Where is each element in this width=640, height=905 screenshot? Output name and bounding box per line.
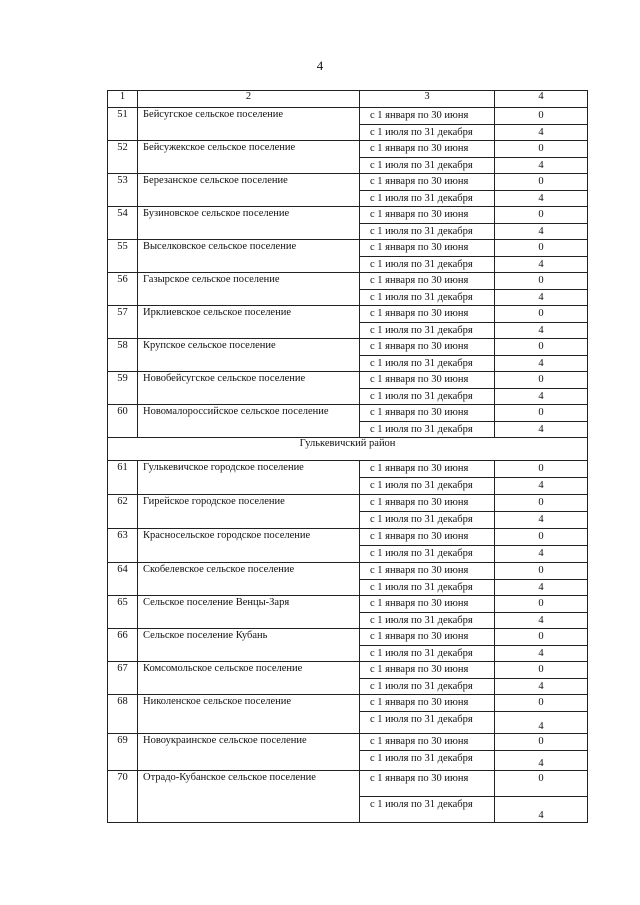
settlement-name: Березанское сельское поселение [138, 174, 360, 207]
period-first-half: с 1 января по 30 июня [360, 108, 495, 125]
period-first-half: с 1 января по 30 июня [360, 771, 495, 797]
settlements-table [107, 90, 588, 823]
value-second-half [495, 679, 588, 695]
table-row [108, 141, 588, 158]
settlement-name: Новоукраинское сельское поселение [138, 734, 360, 771]
period-second-half: с 1 июля по 31 декабря [360, 422, 495, 438]
value-second-half [495, 290, 588, 306]
settlement-name: Выселковское сельское поселение [138, 240, 360, 273]
period-first-half: с 1 января по 30 июня [360, 174, 495, 191]
header-cell-1: 1 [108, 91, 138, 108]
value-second-half-text: 4 [538, 681, 544, 692]
value-second-half [495, 512, 588, 529]
value-first-half [495, 695, 588, 712]
row-number: 62 [108, 495, 138, 529]
row-number: 70 [108, 771, 138, 823]
value-second-half [495, 356, 588, 372]
value-second-half [495, 646, 588, 662]
value-second-half [495, 125, 588, 141]
table-row [108, 629, 588, 646]
period-first-half: с 1 января по 30 июня [360, 273, 495, 290]
row-number: 63 [108, 529, 138, 563]
value-first-half-text: 0 [538, 736, 544, 747]
settlement-name: Бейсужекское сельское поселение [138, 141, 360, 174]
table-row [108, 461, 588, 478]
table-row [108, 529, 588, 546]
row-number: 58 [108, 339, 138, 372]
row-number: 56 [108, 273, 138, 306]
period-second-half: с 1 июля по 31 декабря [360, 797, 495, 823]
period-second-half: с 1 июля по 31 декабря [360, 546, 495, 563]
value-first-half-text: 0 [538, 565, 544, 576]
value-second-half-text: 4 [538, 514, 544, 525]
value-first-half [495, 495, 588, 512]
settlement-name: Отрадо-Кубанское сельское поселение [138, 771, 360, 823]
settlement-name: Сельское поселение Кубань [138, 629, 360, 662]
period-second-half: с 1 июля по 31 декабря [360, 125, 495, 141]
table-row [108, 372, 588, 389]
value-first-half [495, 405, 588, 422]
table-row [108, 207, 588, 224]
row-number: 68 [108, 695, 138, 734]
row-number: 59 [108, 372, 138, 405]
value-first-half-text: 0 [538, 176, 544, 187]
settlement-name: Гирейское городское поселение [138, 495, 360, 529]
value-second-half [495, 323, 588, 339]
table-row [108, 662, 588, 679]
value-second-half-text: 4 [538, 292, 544, 303]
table-row [108, 495, 588, 512]
value-second-half-text: 4 [538, 548, 544, 559]
value-first-half [495, 461, 588, 478]
row-number: 55 [108, 240, 138, 273]
table-row [108, 596, 588, 613]
value-second-half [495, 158, 588, 174]
settlement-name: Новомалороссийское сельское поселение [138, 405, 360, 438]
value-second-half [495, 478, 588, 495]
period-second-half: с 1 июля по 31 декабря [360, 290, 495, 306]
period-first-half: с 1 января по 30 июня [360, 339, 495, 356]
period-first-half: с 1 января по 30 июня [360, 529, 495, 546]
period-second-half: с 1 июля по 31 декабря [360, 512, 495, 529]
period-first-half: с 1 января по 30 июня [360, 405, 495, 422]
value-first-half-text: 0 [538, 374, 544, 385]
table-body [108, 91, 588, 823]
value-first-half [495, 662, 588, 679]
value-first-half-text: 0 [538, 598, 544, 609]
value-first-half [495, 306, 588, 323]
row-number: 52 [108, 141, 138, 174]
table-row [108, 339, 588, 356]
table-row [108, 405, 588, 422]
row-number: 57 [108, 306, 138, 339]
period-second-half: с 1 июля по 31 декабря [360, 646, 495, 662]
value-first-half [495, 372, 588, 389]
period-first-half: с 1 января по 30 июня [360, 662, 495, 679]
value-first-half [495, 339, 588, 356]
value-first-half-text: 0 [538, 631, 544, 642]
period-second-half: с 1 июля по 31 декабря [360, 478, 495, 495]
value-first-half-text: 0 [538, 209, 544, 220]
table-row [108, 695, 588, 712]
value-second-half-text: 4 [538, 424, 544, 435]
value-first-half-text: 0 [538, 275, 544, 286]
table-row [108, 771, 588, 797]
settlement-name: Сельское поселение Венцы-Заря [138, 596, 360, 629]
value-first-half-text: 0 [538, 242, 544, 253]
value-second-half-text: 4 [538, 582, 544, 593]
period-second-half: с 1 июля по 31 декабря [360, 323, 495, 339]
value-second-half-text: 4 [538, 325, 544, 336]
value-second-half-text: 4 [538, 758, 544, 769]
value-second-half [495, 797, 588, 823]
value-second-half-text: 4 [538, 259, 544, 270]
value-second-half-text: 4 [538, 226, 544, 237]
district-header-row [108, 438, 588, 461]
value-first-half [495, 108, 588, 125]
value-first-half [495, 734, 588, 751]
value-first-half-text: 0 [538, 341, 544, 352]
value-first-half-text: 0 [538, 110, 544, 121]
row-number: 69 [108, 734, 138, 771]
period-first-half: с 1 января по 30 июня [360, 695, 495, 712]
period-second-half: с 1 июля по 31 декабря [360, 224, 495, 240]
value-second-half [495, 191, 588, 207]
value-first-half [495, 529, 588, 546]
settlement-name: Крупское сельское поселение [138, 339, 360, 372]
value-first-half-text: 0 [538, 308, 544, 319]
period-second-half: с 1 июля по 31 декабря [360, 191, 495, 207]
period-first-half: с 1 января по 30 июня [360, 372, 495, 389]
period-first-half: с 1 января по 30 июня [360, 240, 495, 257]
period-first-half: с 1 января по 30 июня [360, 461, 495, 478]
table-row [108, 734, 588, 751]
value-second-half [495, 546, 588, 563]
value-first-half [495, 563, 588, 580]
row-number: 53 [108, 174, 138, 207]
period-first-half: с 1 января по 30 июня [360, 596, 495, 613]
settlement-name: Скобелевское сельское поселение [138, 563, 360, 596]
value-second-half-text: 4 [538, 358, 544, 369]
value-second-half-text: 4 [538, 193, 544, 204]
settlement-name: Новобейсугское сельское поселение [138, 372, 360, 405]
settlement-name: Комсомольское сельское поселение [138, 662, 360, 695]
period-second-half: с 1 июля по 31 декабря [360, 356, 495, 372]
header-cell-4: 4 [495, 91, 588, 108]
value-first-half [495, 596, 588, 613]
period-second-half: с 1 июля по 31 декабря [360, 613, 495, 629]
value-first-half-text: 0 [538, 463, 544, 474]
value-first-half-text: 0 [538, 664, 544, 675]
value-second-half-text: 4 [538, 648, 544, 659]
period-first-half: с 1 января по 30 июня [360, 141, 495, 158]
row-number: 65 [108, 596, 138, 629]
value-second-half [495, 257, 588, 273]
district-name: Гулькевичский район [108, 438, 588, 461]
value-second-half [495, 613, 588, 629]
row-number: 51 [108, 108, 138, 141]
settlement-name: Николенское сельское поселение [138, 695, 360, 734]
value-first-half-text: 0 [538, 697, 544, 708]
row-number: 64 [108, 563, 138, 596]
row-number: 61 [108, 461, 138, 495]
value-second-half-text: 4 [538, 721, 544, 732]
period-first-half: с 1 января по 30 июня [360, 306, 495, 323]
period-second-half: с 1 июля по 31 декабря [360, 751, 495, 771]
value-first-half-text: 0 [538, 497, 544, 508]
row-number: 66 [108, 629, 138, 662]
settlement-name: Красносельское городское поселение [138, 529, 360, 563]
value-first-half [495, 771, 588, 797]
period-first-half: с 1 января по 30 июня [360, 629, 495, 646]
value-first-half-text: 0 [538, 143, 544, 154]
table-row [108, 174, 588, 191]
value-second-half-text: 4 [538, 391, 544, 402]
period-second-half: с 1 июля по 31 декабря [360, 158, 495, 174]
header-cell-2: 2 [138, 91, 360, 108]
period-first-half: с 1 января по 30 июня [360, 207, 495, 224]
row-number: 67 [108, 662, 138, 695]
period-first-half: с 1 января по 30 июня [360, 734, 495, 751]
settlement-name: Бейсугское сельское поселение [138, 108, 360, 141]
period-second-half: с 1 июля по 31 декабря [360, 257, 495, 273]
settlement-name: Ирклиевское сельское поселение [138, 306, 360, 339]
row-number: 60 [108, 405, 138, 438]
period-second-half: с 1 июля по 31 декабря [360, 389, 495, 405]
table-row [108, 563, 588, 580]
settlement-name: Гулькевичское городское поселение [138, 461, 360, 495]
period-first-half: с 1 января по 30 июня [360, 495, 495, 512]
header-row [108, 91, 588, 108]
value-second-half [495, 389, 588, 405]
value-second-half [495, 751, 588, 771]
value-second-half-text: 4 [538, 127, 544, 138]
settlement-name: Газырское сельское поселение [138, 273, 360, 306]
value-first-half [495, 629, 588, 646]
period-second-half: с 1 июля по 31 декабря [360, 712, 495, 734]
page-number: 4 [316, 58, 324, 73]
table-row [108, 240, 588, 257]
value-first-half [495, 240, 588, 257]
value-second-half [495, 712, 588, 734]
period-second-half: с 1 июля по 31 декабря [360, 580, 495, 596]
value-first-half-text: 0 [538, 407, 544, 418]
table-row [108, 306, 588, 323]
period-second-half: с 1 июля по 31 декабря [360, 679, 495, 695]
value-first-half [495, 174, 588, 191]
value-first-half-text: 0 [538, 773, 544, 784]
value-second-half [495, 422, 588, 438]
value-second-half-text: 4 [538, 615, 544, 626]
row-number: 54 [108, 207, 138, 240]
settlement-name: Бузиновское сельское поселение [138, 207, 360, 240]
value-first-half [495, 207, 588, 224]
value-second-half [495, 580, 588, 596]
value-first-half [495, 273, 588, 290]
value-second-half-text: 4 [538, 480, 544, 491]
table-row [108, 273, 588, 290]
value-second-half-text: 4 [538, 160, 544, 171]
value-second-half [495, 224, 588, 240]
header-cell-3: 3 [360, 91, 495, 108]
table-row [108, 108, 588, 125]
period-first-half: с 1 января по 30 июня [360, 563, 495, 580]
value-first-half-text: 0 [538, 531, 544, 542]
value-first-half [495, 141, 588, 158]
value-second-half-text: 4 [538, 810, 544, 821]
